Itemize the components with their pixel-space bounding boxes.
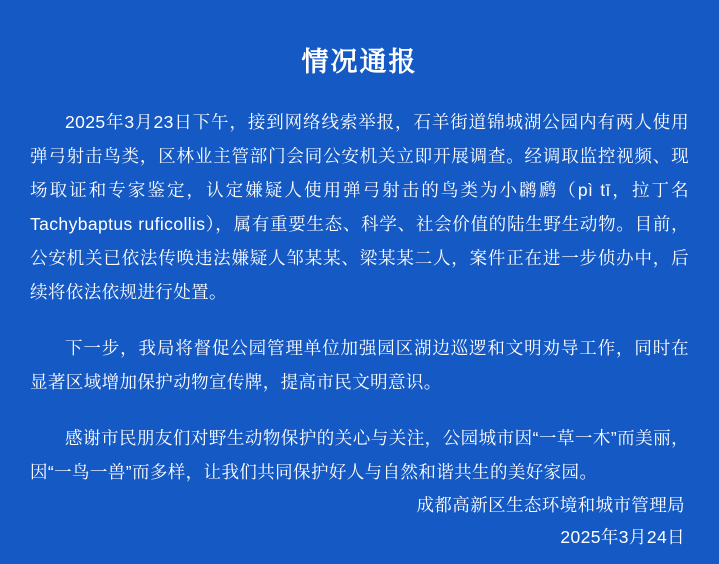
signature-date: 2025年3月24日	[560, 527, 685, 547]
signature-block	[30, 489, 689, 553]
page-title: 情况通报	[301, 47, 418, 77]
notice-body	[30, 105, 689, 489]
paragraph-3: 感谢市民朋友们对野生动物保护的关心与关注，公园城市因“一草一木”而美丽，因“一鸟一兽”而多样，让我们共同保护好人与自然和谐共生的美好家园。	[30, 428, 689, 482]
paragraph-1: 2025年3月23日下午，接到网络线索举报，石羊街道锦城湖公园内有两人使用弹弓射击鸟类，区林业主管部门会同公安机关立即开展调查。经调取监控视频、现场取证和专家鉴定，认定嫌疑人使用弹弓射击的鸟类为小䴙䴘（pì tī，拉丁名Tachybaptus ruficollis），属有重要生态、科学、社会价值的陆生野生动物。目前，公安机关已依法传唤违法嫌疑人邹某某、梁某某二人，案件正在进一步侦办中，后续将依法依规进行处置。	[30, 112, 689, 302]
signature-organization: 成都高新区生态环境和城市管理局	[416, 495, 685, 515]
paragraph-2: 下一步，我局将督促公园管理单位加强园区湖边巡逻和文明劝导工作，同时在显著区域增加保护动物宣传牌，提高市民文明意识。	[30, 338, 689, 392]
